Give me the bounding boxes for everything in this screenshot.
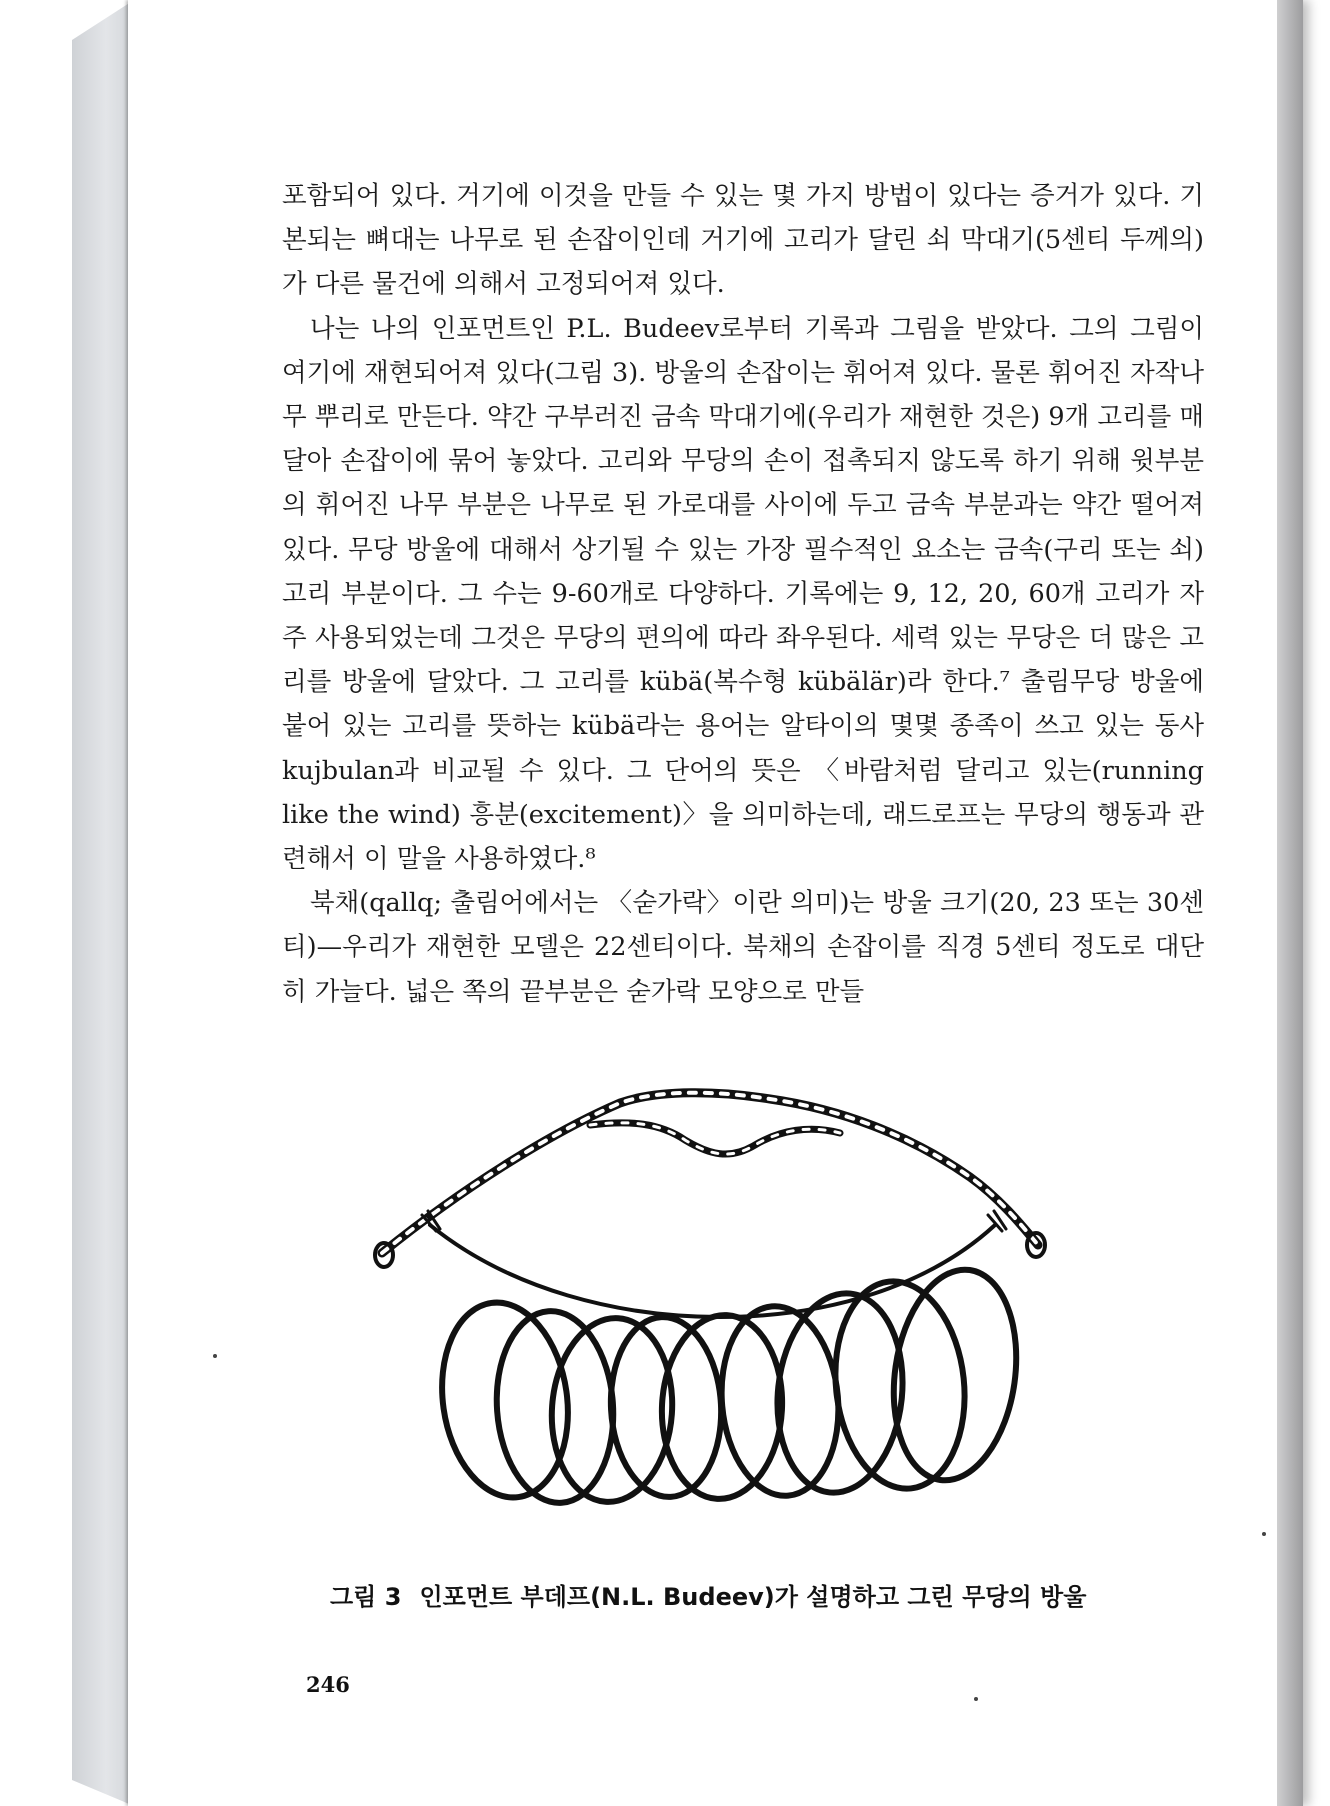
page-number: 246 xyxy=(306,1672,350,1697)
page-edge-shadow xyxy=(1277,0,1303,1806)
print-speck xyxy=(213,1354,217,1358)
print-speck xyxy=(974,1697,978,1701)
figure-caption-text: 인포먼트 부데프(N.L. Budeev)가 설명하고 그린 무당의 방울 xyxy=(419,1583,1087,1611)
figure-caption xyxy=(330,1577,1190,1612)
figure-caption-number: 그림 3 xyxy=(330,1583,402,1611)
print-speck xyxy=(1262,1532,1266,1536)
paragraph-3: 북채(qallq; 출림어에서는 〈숟가락〉이란 의미)는 방울 크기(20, 23 또는 30센티)—우리가 재현한 모델은 22센티이다. 북채의 손잡이를 직경 5센티 정도로 대단히 가늘다. 넓은 쪽의 끝부분은 숟가락 모양으로 만들 xyxy=(282,888,1204,1007)
body-text xyxy=(282,174,1204,1014)
shaman-rattle-drawing xyxy=(370,1085,1110,1515)
book-spine xyxy=(72,0,134,1806)
paragraph-1: 포함되어 있다. 거기에 이것을 만들 수 있는 몇 가지 방법이 있다는 증거가 있다. 기본되는 뼈대는 나무로 된 손잡이인데 거기에 고리가 달린 쇠 막대기(5센티 두께의)가 다른 물건에 의해서 고정되어져 있다. xyxy=(282,181,1204,300)
paragraph-2: 나는 나의 인포먼트인 P.L. Budeev로부터 기록과 그림을 받았다. 그의 그림이 여기에 재현되어져 있다(그림 3). 방울의 손잡이는 휘어져 있다. 물론 휘어진 자작나무 뿌리로 만든다. 약간 구부러진 금속 막대기에(우리가 재현한 것은) 9개 고리를 매달아 손잡이에 묶어 놓았다. 고리와 무당의 손이 접촉되지 않도록 하기 위해 윗부분의 휘어진 나무 부분은 나무로 된 가로대를 사이에 두고 금속 부분과는 약간 떨어져 있다. 무당 방울에 대해서 상기될 수 있는 가장 필수적인 요소는 금속(구리 또는 쇠) 고리 부분이다. 그 수는 9-60개로 다양하다. 기록에는 9, 12, 20, 60개 고리가 자주 사용되었는데 그것은 무당의 편의에 따라 좌우된다. 세력 있는 무당은 더 많은 고리를 방울에 달았다. 그 고리를 kübä(복수형 kübälär)라 한다.⁷ 출림무당 방울에 붙어 있는 고리를 뜻하는 kübä라는 용어는 알타이의 몇몇 종족이 쓰고 있는 동사 kujbulan과 비교될 수 있다. 그 단어의 뜻은 〈바람처럼 달리고 있는(running like the wind) 흥분(excitement)〉을 의미하는데, 래드로프는 무당의 행동과 관련해서 이 말을 사용하였다.⁸ xyxy=(282,313,1204,875)
